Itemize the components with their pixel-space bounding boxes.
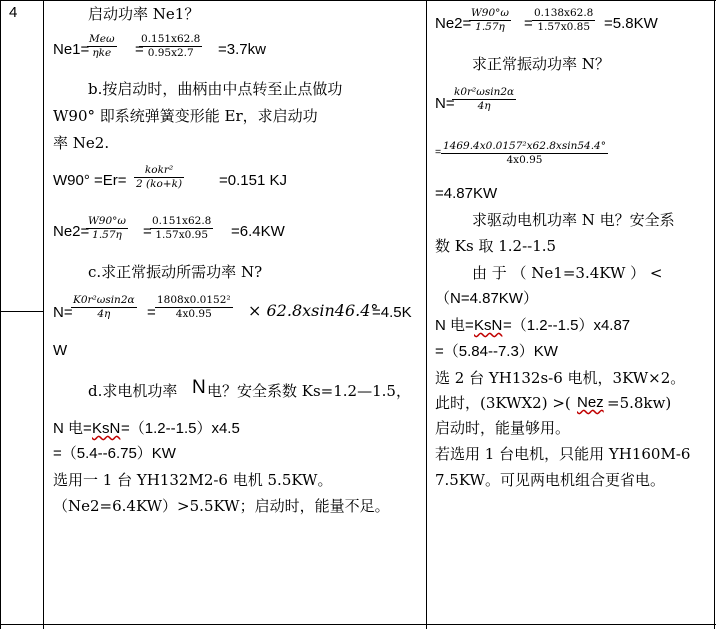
row-number-divider [0,311,43,312]
right-ne2-f1-denominator: 1.57η [469,20,511,34]
ne1-f2-denominator: 0.95x2.7 [139,46,202,60]
right-startup-sufficient: 启动时，能量够用。 [435,419,571,437]
right-n-numerator: k0r²ωsin2α [454,86,515,98]
right-drive-motor-question: 求驱动电机功率 N 电？安全系 [472,211,675,229]
left-n-motor-range: =（5.4--6.75）KW [53,445,176,462]
left-n-motor-c: =（1.2--1.5）x4.5 [121,420,240,437]
n-tail: × 62.8xsin46.4° [248,301,379,320]
table-top-border [0,0,716,1]
left-n-motor-a: N 电= [53,420,92,437]
right-at-this-time-a: 此时，(3KWX2) >( [435,394,571,412]
right-ne2-result: =5.8KW [604,15,658,32]
ne1-fraction-2 [139,33,202,60]
row-number: 4 [9,4,18,21]
right-n-result: =4.87KW [435,185,498,202]
start-power-question: 启动功率 Ne1？ [88,5,200,23]
n-result-unit: W [53,342,68,359]
right-n-denominator: 4η [452,99,516,113]
left-line-ne2-label: 率 Ne2. [53,134,110,152]
ne2-fraction-1 [86,215,128,242]
right-ne2-f2-numerator: 0.138x62.8 [534,7,594,19]
ne2-f2-numerator: 0.151x62.8 [152,215,212,227]
right-n-lhs: N= [435,95,455,112]
right-motor-selection: 选 2 台 YH132s-6 电机，3KW×2。 [435,369,686,387]
left-line-d-c: 电？安全系数 Ks=1.2—1.5， [207,382,411,400]
table-right-border [714,0,715,629]
n-fraction-1 [71,294,137,321]
right-conclusion: 7.5KW。可见两电机组合更省电。 [435,471,665,489]
right-at-this-time-nez: Nez [577,394,604,411]
ne2-lhs: Ne2= [53,223,90,240]
right-n-value: （N=4.87KW） [435,290,538,307]
w90-denominator: 2 (ko+k) [136,178,183,190]
left-n-motor-ksn: KsN [92,420,121,437]
w90-fraction [134,164,184,191]
ne1-lhs: Ne1= [53,41,90,58]
left-line-d-a: d.求电机功率 [88,382,178,400]
n-f2-denominator: 4x0.95 [155,307,233,321]
w90-numerator: kokr² [144,164,174,176]
right-ne2-equals: = [524,15,533,32]
left-motor-selection: 选用一 1 台 YH132M2-6 电机 5.5KW。 [53,471,333,489]
right-ne2-f2-denominator: 1.57x0.85 [532,20,595,34]
left-line-b: b.按启动时，曲柄由中点转至止点做功 [88,80,343,98]
w90-result: =0.151 KJ [219,172,287,189]
ne1-f1-denominator: ηke [87,46,117,60]
w90-lhs: W90° =Er= [53,172,127,189]
column-divider-1 [43,0,44,629]
right-n2-denominator: 4x0.95 [441,153,608,167]
right-n2-equals: = [435,146,442,158]
n-f1-numerator: K0r²ωsin2α [73,294,135,306]
left-conclusion: （Ne2=6.4KW）>5.5KW；启动时，能量不足。 [53,497,390,515]
right-at-this-time-c: =5.8kw) [607,394,672,412]
ne2-f2-denominator: 1.57x0.95 [150,228,213,242]
left-line-d-n: N [192,377,206,398]
n-lhs: N= [53,304,73,321]
ne2-f1-numerator: W90°ω [88,215,126,227]
n-result: =4.5K [372,304,412,321]
right-n-motor-c: =（1.2--1.5）x4.87 [503,317,631,334]
right-n-motor-range: =（5.84--7.3）KW [435,343,558,360]
ne1-f1-numerator: Meω [89,33,115,45]
ne1-fraction-1 [87,33,117,60]
n-fraction-2 [155,294,233,321]
right-normal-power-question: 求正常振动功率 N？ [472,55,610,73]
n-f1-denominator: 4η [71,307,137,321]
table-left-border [0,0,1,629]
table-bottom-border [0,624,716,625]
ne2-f1-denominator: 1.57η [86,228,128,242]
left-line-w90: W90° 即系统弹簧变形能 Er，求启动功 [53,107,318,125]
n-equals: = [147,304,156,321]
right-ne2-fraction-2 [532,7,595,34]
right-n-fraction [452,86,516,113]
ne2-fraction-2 [150,215,213,242]
right-n2-numerator: 1469.4x0.0157²x62.8xsin54.4° [443,140,606,152]
right-ne2-fraction-1 [469,7,511,34]
left-line-c: c.求正常振动所需功率 N? [88,263,263,281]
ne1-f2-numerator: 0.151x62.8 [141,33,201,45]
n-f2-numerator: 1808x0.0152² [157,294,231,306]
right-because-line: 由 于 （ Ne1=3.4KW ） < [472,264,663,282]
ne1-equals: = [135,41,144,58]
right-single-motor-note: 若选用 1 台电机，只能用 YH160M-6 [435,445,691,463]
ne2-equals: = [143,223,152,240]
column-divider-2 [426,0,427,629]
ne2-result: =6.4KW [231,223,285,240]
right-safety-factor: 数 Ks 取 1.2--1.5 [435,237,557,255]
right-ne2-f1-numerator: W90°ω [471,7,509,19]
right-n-motor-a: N 电= [435,317,474,334]
ne1-result: =3.7kw [218,41,266,58]
right-n2-fraction [441,140,608,167]
right-n-motor-ksn: KsN [474,317,503,334]
right-ne2-lhs: Ne2= [435,15,472,32]
